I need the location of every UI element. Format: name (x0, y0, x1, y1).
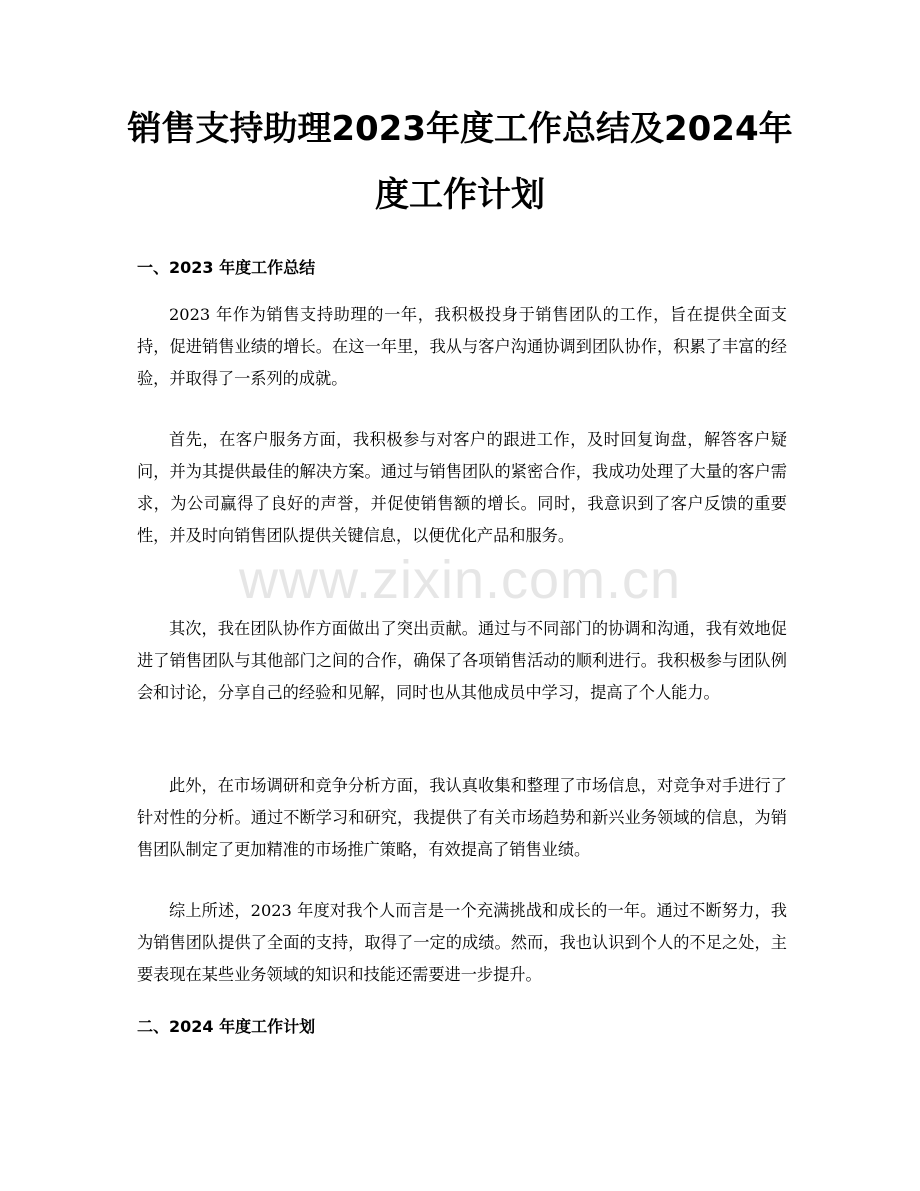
paragraph: 2023 年作为销售支持助理的一年，我积极投身于销售团队的工作，旨在提供全面支持，促进销售业绩的增长。在这一年里，我从与客户沟通协调到团队协作，积累了丰富的经验，并取得了一系列的成就。 (137, 305, 787, 388)
section-heading-summary: 一、2023 年度工作总结 (137, 258, 316, 277)
paragraph: 综上所述，2023 年度对我个人而言是一个充满挑战和成长的一年。通过不断努力，我为销售团队提供了全面的支持，取得了一定的成绩。然而，我也认识到个人的不足之处，主要表现在某些业务领域的知识和技能还需要进一步提升。 (137, 901, 787, 984)
paragraph: 此外，在市场调研和竞争分析方面，我认真收集和整理了市场信息，对竞争对手进行了针对性的分析。通过不断学习和研究，我提供了有关市场趋势和新兴业务领域的信息，为销售团队制定了更加精准的市场推广策略，有效提高了销售业绩。 (137, 776, 787, 859)
watermark: www.zixin.com.cn (238, 550, 682, 610)
document-title: 销售支持助理2023年度工作总结及2024年度工作计划 (127, 109, 793, 215)
paragraph: 其次，我在团队协作方面做出了突出贡献。通过与不同部门的协调和沟通，我有效地促进了销售团队与其他部门之间的合作，确保了各项销售活动的顺利进行。我积极参与团队例会和讨论，分享自己的经验和见解，同时也从其他成员中学习，提高了个人能力。 (137, 619, 787, 702)
paragraph: 首先，在客户服务方面，我积极参与对客户的跟进工作，及时回复询盘，解答客户疑问，并为其提供最佳的解决方案。通过与销售团队的紧密合作，我成功处理了大量的客户需求，为公司赢得了良好的声誉，并促使销售额的增长。同时，我意识到了客户反馈的重要性，并及时向销售团队提供关键信息，以便优化产品和服务。 (137, 430, 787, 545)
section-heading-plan: 二、2024 年度工作计划 (137, 1017, 316, 1036)
